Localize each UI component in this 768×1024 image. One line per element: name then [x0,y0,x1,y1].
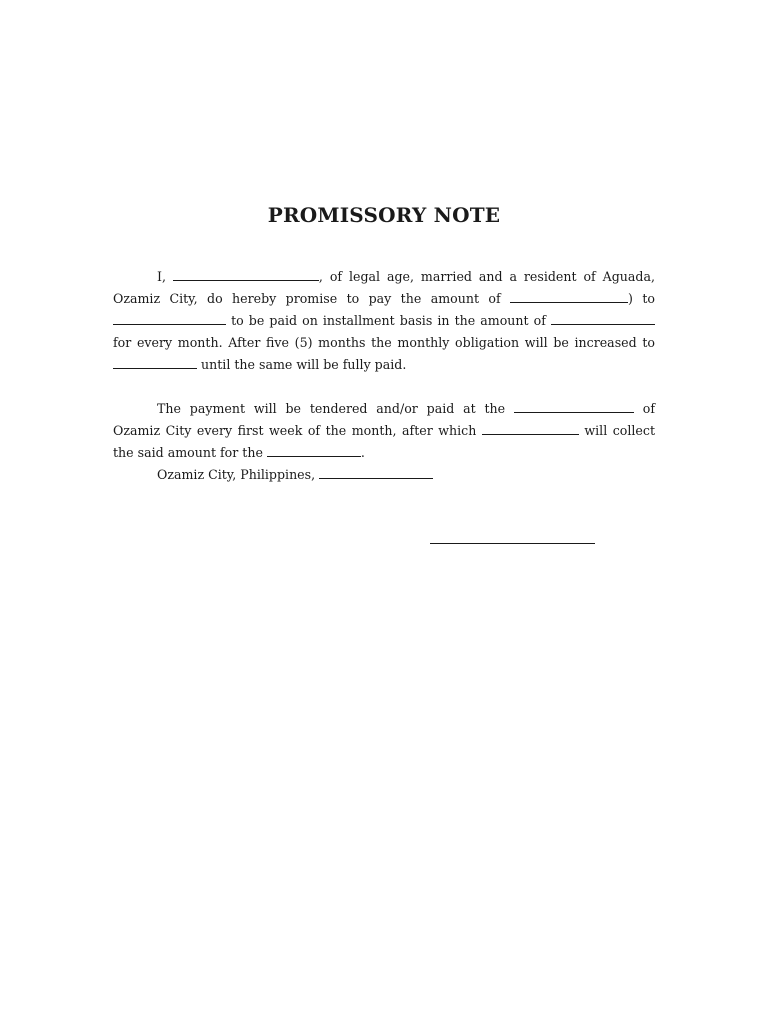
collector-blank[interactable] [482,422,579,435]
paragraph-promise [113,266,655,376]
amount-blank[interactable] [510,290,628,303]
document-body [113,266,655,486]
promise-text-3: ) to [628,291,655,306]
promise-text-1: I, [157,269,166,284]
installment-amount-blank[interactable] [551,312,655,325]
signature-line[interactable] [430,543,595,544]
payment-text-3: will collect the said amount for the [113,423,656,460]
payment-text-4: . [360,445,365,460]
payment-text-2: of Ozamiz City every first week of the month, after which [113,401,655,438]
promise-text-5: for every month. After five (5) months the monthly obligation will be increased to [113,335,655,350]
increased-amount-blank[interactable] [113,356,197,369]
document-title: PROMISSORY NOTE [267,203,501,227]
paragraph-payment [113,398,655,464]
borrower-name-blank[interactable] [173,268,319,281]
lender-name-blank[interactable] [113,312,226,325]
payment-place-blank[interactable] [514,400,634,413]
date-blank[interactable] [319,466,433,479]
purpose-blank[interactable] [267,444,361,457]
promise-text-2: , of legal age, married and a resident of Aguada, Ozamiz City, do hereby promise to pay the amount of [113,269,655,306]
payment-text-1: The payment will be tendered and/or paid at the [157,401,506,416]
promise-text-4: to be paid on installment basis in the amount of [231,313,546,328]
promise-text-6: until the same will be fully paid. [201,357,407,372]
place-text: Ozamiz City, Philippines, [157,467,316,482]
place-date-line [113,464,655,486]
